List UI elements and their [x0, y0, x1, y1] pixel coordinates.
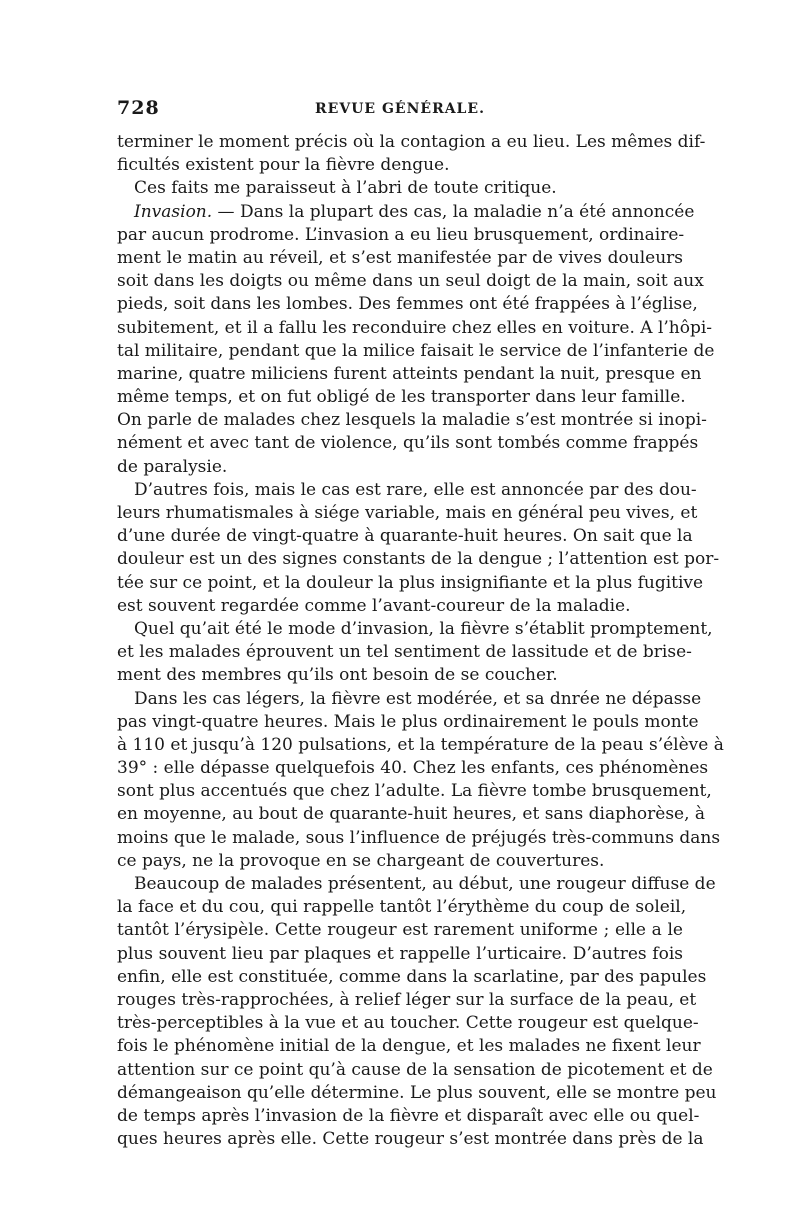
- line-text: est souvent regardée comme l’avant-coureur de la maladie.: [117, 595, 631, 616]
- text-line: [117, 1035, 701, 1058]
- line-text: ment le matin au réveil, et s’est manifestée par de vives douleurs: [117, 247, 683, 268]
- line-text: soit dans les doigts ou même dans un seul doigt de la main, soit aux: [117, 271, 704, 292]
- line-text: terminer le moment précis où la contagion a eu lieu. Les mêmes dif-: [117, 132, 706, 152]
- line-text: pieds, soit dans les lombes. Des femmes ont été frappées à l’église,: [117, 294, 698, 315]
- line-text: par aucun prodrome. L’invasion a eu lieu brusquement, ordinaire-: [117, 224, 685, 245]
- line-text: D’autres fois, mais le cas est rare, elle est annoncée par des dou-: [134, 479, 697, 500]
- line-text: très-perceptibles à la vue et au toucher. Cette rougeur est quelque-: [117, 1013, 699, 1034]
- text-line: [117, 201, 695, 224]
- text-line: [117, 363, 702, 386]
- line-text: ficultés existent pour la fièvre dengue.: [117, 155, 450, 176]
- text-line: [117, 154, 683, 177]
- line-text: et les malades éprouvent un tel sentiment de lassitude et de brise-: [117, 642, 692, 663]
- line-text: tée sur ce point, et la douleur la plus insignifiante et la plus fugitive: [117, 572, 704, 593]
- line-text: Ces faits me paraisseut à l’abri de toute critique.: [134, 178, 557, 199]
- line-text: à 110 et jusqu’à 120 pulsations, et la température de la peau s’élève à: [117, 734, 724, 755]
- text-line: [117, 177, 683, 200]
- text-line: [117, 386, 686, 409]
- line-text: ment des membres qu’ils ont besoin de se coucher.: [117, 665, 558, 686]
- line-text: — Dans la plupart des cas, la maladie n’a été annoncée: [212, 201, 695, 222]
- text-line: [117, 688, 702, 711]
- line-text: Quel qu’ait été le mode d’invasion, la fièvre s’établit promptement,: [134, 618, 713, 639]
- line-text: On parle de malades chez lesquels la maladie s’est montrée si inopi-: [117, 410, 707, 431]
- text-line: [117, 734, 724, 757]
- line-text: de temps après l’invasion de la fièvre et disparaît avec elle ou quel-: [117, 1105, 700, 1126]
- line-text: attention sur ce point qu’à cause de la sensation de picotement et de: [117, 1059, 713, 1080]
- line-text: marine, quatre miliciens furent atteints pendant la nuit, presque en: [117, 363, 702, 384]
- line-text: nément et avec tant de violence, qu’ils sont tombés comme frappés: [117, 433, 699, 454]
- text-line: [117, 293, 698, 316]
- text-line: [117, 224, 683, 247]
- text-line: [117, 409, 707, 432]
- line-text: douleur est un des signes constants de la dengue ; l’attention est por-: [117, 549, 720, 570]
- line-text: Beaucoup de malades présentent, au début, une rougeur diffuse de: [134, 874, 716, 894]
- text-line: [117, 131, 706, 154]
- line-text: enfin, elle est constituée, comme dans la scarlatine, par des papules: [117, 966, 707, 987]
- text-line: [117, 966, 707, 989]
- text-line: [117, 572, 704, 595]
- text-line: [117, 548, 720, 571]
- text-line: [117, 456, 683, 479]
- text-line: [117, 943, 683, 966]
- text-line: [117, 1128, 704, 1151]
- line-text: démangeaison qu’elle détermine. Le plus souvent, elle se montre peu: [117, 1082, 717, 1103]
- line-text: subitement, et il a fallu les reconduire chez elles en voiture. A l’hôpi-: [117, 317, 713, 338]
- line-text: en moyenne, au bout de quarante-huit heures, et sans diaphorèse, à: [117, 804, 706, 825]
- text-line: [117, 780, 712, 803]
- line-text: plus souvent lieu par plaques et rappelle l’urticaire. D’autres fois: [117, 943, 683, 964]
- line-text: tantôt l’érysipèle. Cette rougeur est rarement uniforme ; elle a le: [117, 920, 683, 941]
- line-text: tal militaire, pendant que la milice faisait le service de l’infanterie de: [117, 340, 715, 361]
- line-text: même temps, et on fut obligé de les transporter dans leur famille.: [117, 387, 686, 408]
- text-line: [117, 502, 698, 525]
- text-line: [117, 827, 721, 850]
- line-text: pas vingt-quatre heures. Mais le plus ordinairement le pouls monte: [117, 711, 699, 732]
- text-line: [117, 664, 683, 687]
- text-line: [117, 757, 709, 780]
- line-text: sont plus accentués que chez l’adulte. La fièvre tombe brusquement,: [117, 781, 712, 802]
- line-text: 39° : elle dépasse quelquefois 40. Chez les enfants, ces phénomènes: [117, 758, 709, 779]
- line-text: de paralysie.: [117, 456, 228, 477]
- page-number: 728: [117, 97, 160, 119]
- text-line: [117, 317, 713, 340]
- text-line: [117, 479, 697, 502]
- line-text: rouges très-rapprochées, à relief léger sur la surface de la peau, et: [117, 989, 697, 1010]
- page-header: [117, 97, 683, 121]
- text-line: [117, 595, 683, 618]
- text-line: [117, 432, 699, 455]
- text-line: [117, 525, 693, 548]
- text-line: [117, 270, 704, 293]
- text-line: [117, 711, 699, 734]
- text-line: [117, 1059, 713, 1082]
- line-text: ques heures après elle. Cette rougeur s’est montrée dans près de la: [117, 1129, 704, 1150]
- line-text: d’une durée de vingt-quatre à quarante-huit heures. On sait que la: [117, 526, 693, 547]
- text-line: [117, 618, 713, 641]
- line-text: fois le phénomène initial de la dengue, et les malades ne fixent leur: [117, 1036, 701, 1057]
- text-line: [117, 850, 683, 873]
- text-line: [117, 1105, 700, 1128]
- text-line: [117, 989, 697, 1012]
- text-line: [117, 803, 706, 826]
- text-line: [117, 919, 683, 942]
- text-line: [117, 873, 716, 896]
- text-line: [117, 247, 683, 270]
- line-text: la face et du cou, qui rappelle tantôt l’érythème du coup de soleil,: [117, 897, 687, 918]
- section-heading: Invasion.: [134, 201, 213, 222]
- text-line: [117, 641, 692, 664]
- text-line: [117, 1082, 717, 1105]
- line-text: Dans les cas légers, la fièvre est modérée, et sa dnrée ne dépasse: [134, 688, 702, 709]
- running-title: REVUE GÉNÉRALE.: [315, 101, 485, 117]
- text-line: [117, 896, 687, 919]
- body-text: [117, 131, 724, 1151]
- line-text: leurs rhumatismales à siége variable, mais en général peu vives, et: [117, 503, 698, 523]
- line-text: ce pays, ne la provoque en se chargeant de couvertures.: [117, 850, 605, 871]
- text-line: [117, 1012, 699, 1035]
- text-line: [117, 340, 715, 363]
- line-text: moins que le malade, sous l’influence de préjugés très-communs dans: [117, 827, 721, 848]
